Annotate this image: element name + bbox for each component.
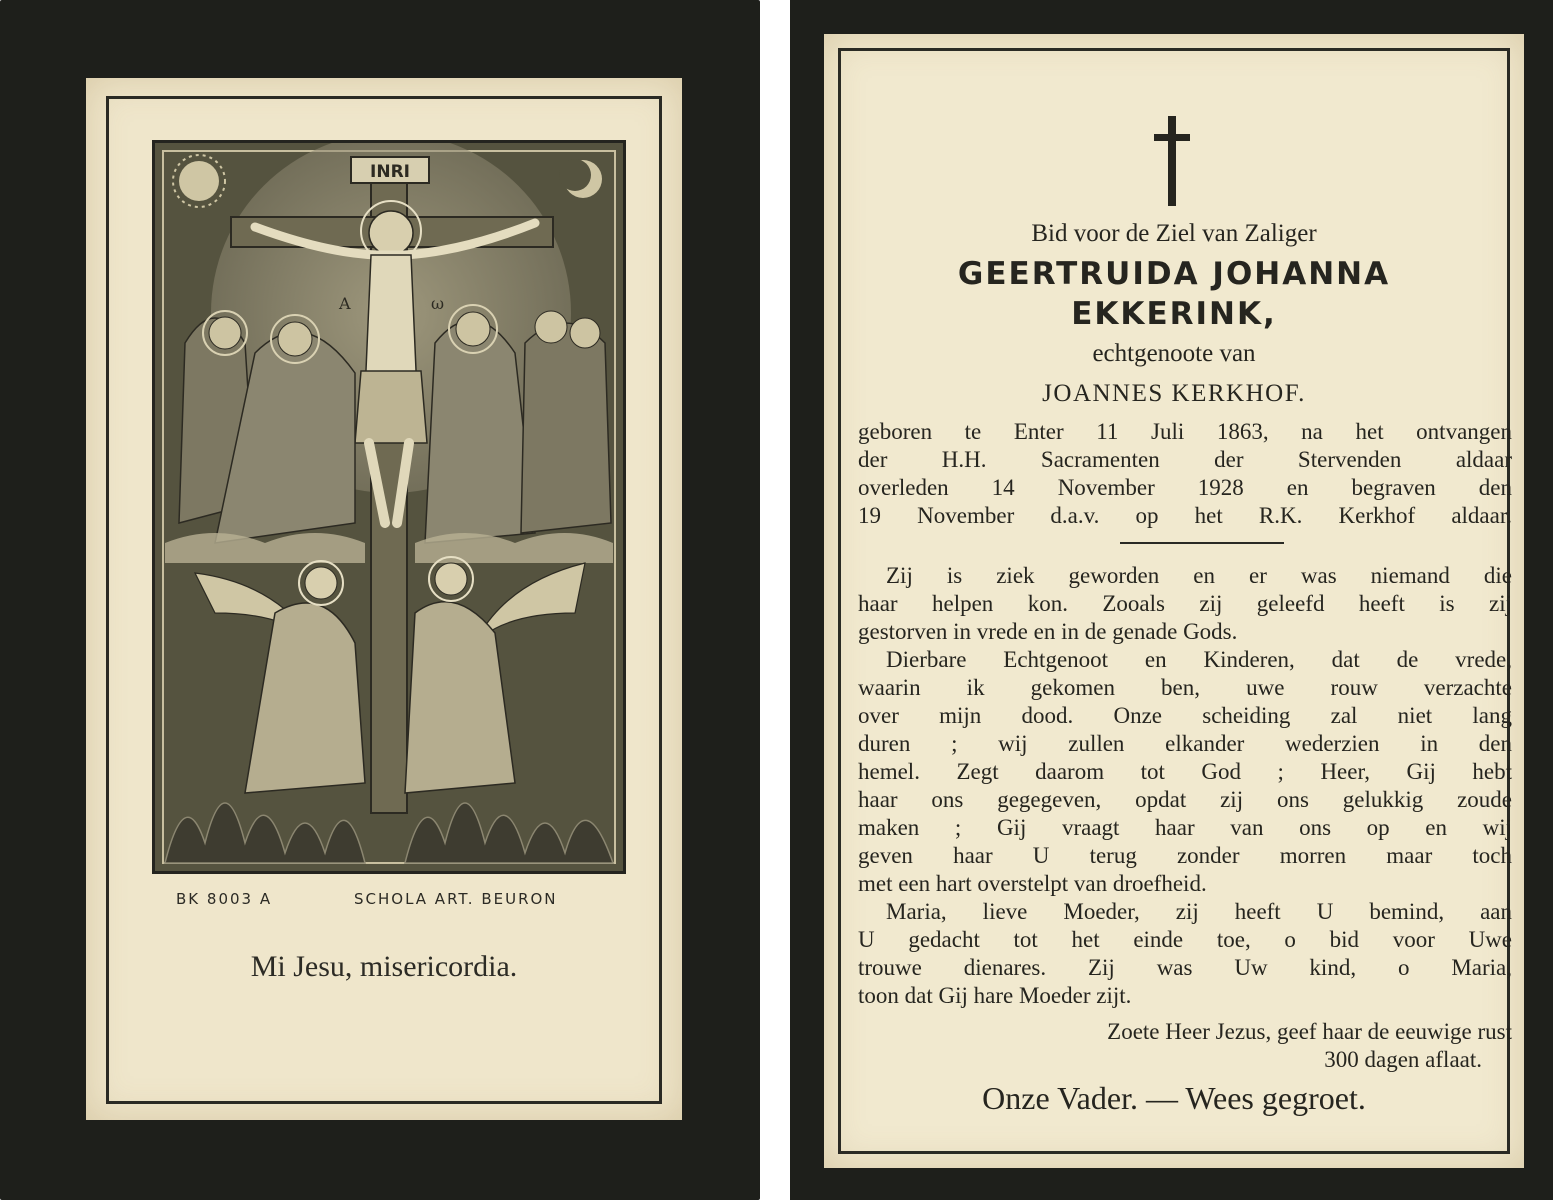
intro-text: Bid voor de Ziel van Zaliger: [1031, 220, 1317, 247]
prayer-line: haar ons gegegeven, opdat zij ons gelukkig zoude: [858, 787, 1512, 812]
omega-letter: ω: [431, 294, 445, 313]
memorial-card-front: [0, 0, 760, 1200]
prayer-line: Dierbare Echtgenoot en Kinderen, dat de vrede,: [886, 647, 1512, 672]
invocation-text: Mi Jesu, misericordia.: [250, 950, 518, 983]
bio-line: geboren te Enter 11 Juli 1863, na het ontvangen: [858, 419, 1512, 444]
print-code-caption: BK 8003 A: [176, 890, 273, 908]
prayer-paragraph-1: [858, 562, 1512, 646]
spouse-name: JOANNES KERKHOF.: [1042, 380, 1306, 407]
prayer-line: Zij is ziek geworden en er was niemand die: [886, 563, 1512, 588]
closing-prayer: Onze Vader. — Wees gegroet.: [982, 1080, 1366, 1116]
card-back-paper: [824, 34, 1524, 1168]
prayer-line: duren ; wij zullen elkander wederzien in den: [858, 731, 1512, 756]
prayer-line: U gedacht tot het einde toe, o bid voor Uwe: [858, 927, 1512, 952]
studio-caption: SCHOLA ART. BEURON: [354, 890, 558, 908]
deceased-name-line1: GEERTRUIDA JOHANNA: [957, 256, 1391, 292]
indulgence-days: 300 dagen aflaat.: [1324, 1047, 1482, 1072]
prayer-line: met een hart overstelpt van droefheid.: [858, 871, 1207, 896]
prayer-line: hemel. Zegt daarom tot God ; Heer, Gij hebt: [858, 759, 1512, 784]
deceased-name-line2: EKKERINK,: [1071, 296, 1277, 332]
alpha-letter: A: [339, 294, 351, 313]
prayer-paragraph-3: [858, 898, 1512, 1010]
prayer-line: maken ; Gij vraagt haar van ons op en wij: [858, 815, 1512, 840]
prayer-line: Maria, lieve Moeder, zij heeft U bemind, aan: [886, 899, 1512, 924]
prayer-line: over mijn dood. Onze scheiding zal niet lang: [858, 703, 1512, 728]
crucifixion-illustration: [152, 140, 626, 874]
indulgence-line: Zoete Heer Jezus, geef haar de eeuwige rust: [1107, 1019, 1512, 1044]
divider: [1120, 542, 1284, 544]
bio-line: 19 November d.a.v. op het R.K. Kerkhof aldaar.: [858, 503, 1512, 528]
prayer-line: toon dat Gij hare Moeder zijt.: [858, 983, 1132, 1008]
bio-line: overleden 14 November 1928 en begraven den: [858, 475, 1512, 500]
memorial-card-back: [790, 0, 1553, 1200]
prayer-paragraph-2: [858, 646, 1512, 898]
spouse-label: echtgenoote van: [1092, 340, 1256, 367]
prayer-line: gestorven in vrede en in de genade Gods.: [858, 619, 1238, 644]
cross-icon: [1152, 116, 1192, 206]
biography-paragraph: [858, 418, 1512, 530]
prayer-line: waarin ik gekomen ben, uwe rouw verzachte: [858, 675, 1512, 700]
card-front-paper: [86, 78, 682, 1120]
prayer-line: trouwe dienares. Zij was Uw kind, o Maria,: [858, 955, 1512, 980]
indulgence-text: [858, 1018, 1512, 1074]
prayer-line: haar helpen kon. Zooals zij geleefd heeft is zij: [858, 591, 1512, 616]
bio-line: der H.H. Sacramenten der Stervenden aldaar: [858, 447, 1512, 472]
prayer-line: geven haar U terug zonder morren maar toch: [858, 843, 1512, 868]
inri-inscription: INRI: [370, 162, 410, 182]
